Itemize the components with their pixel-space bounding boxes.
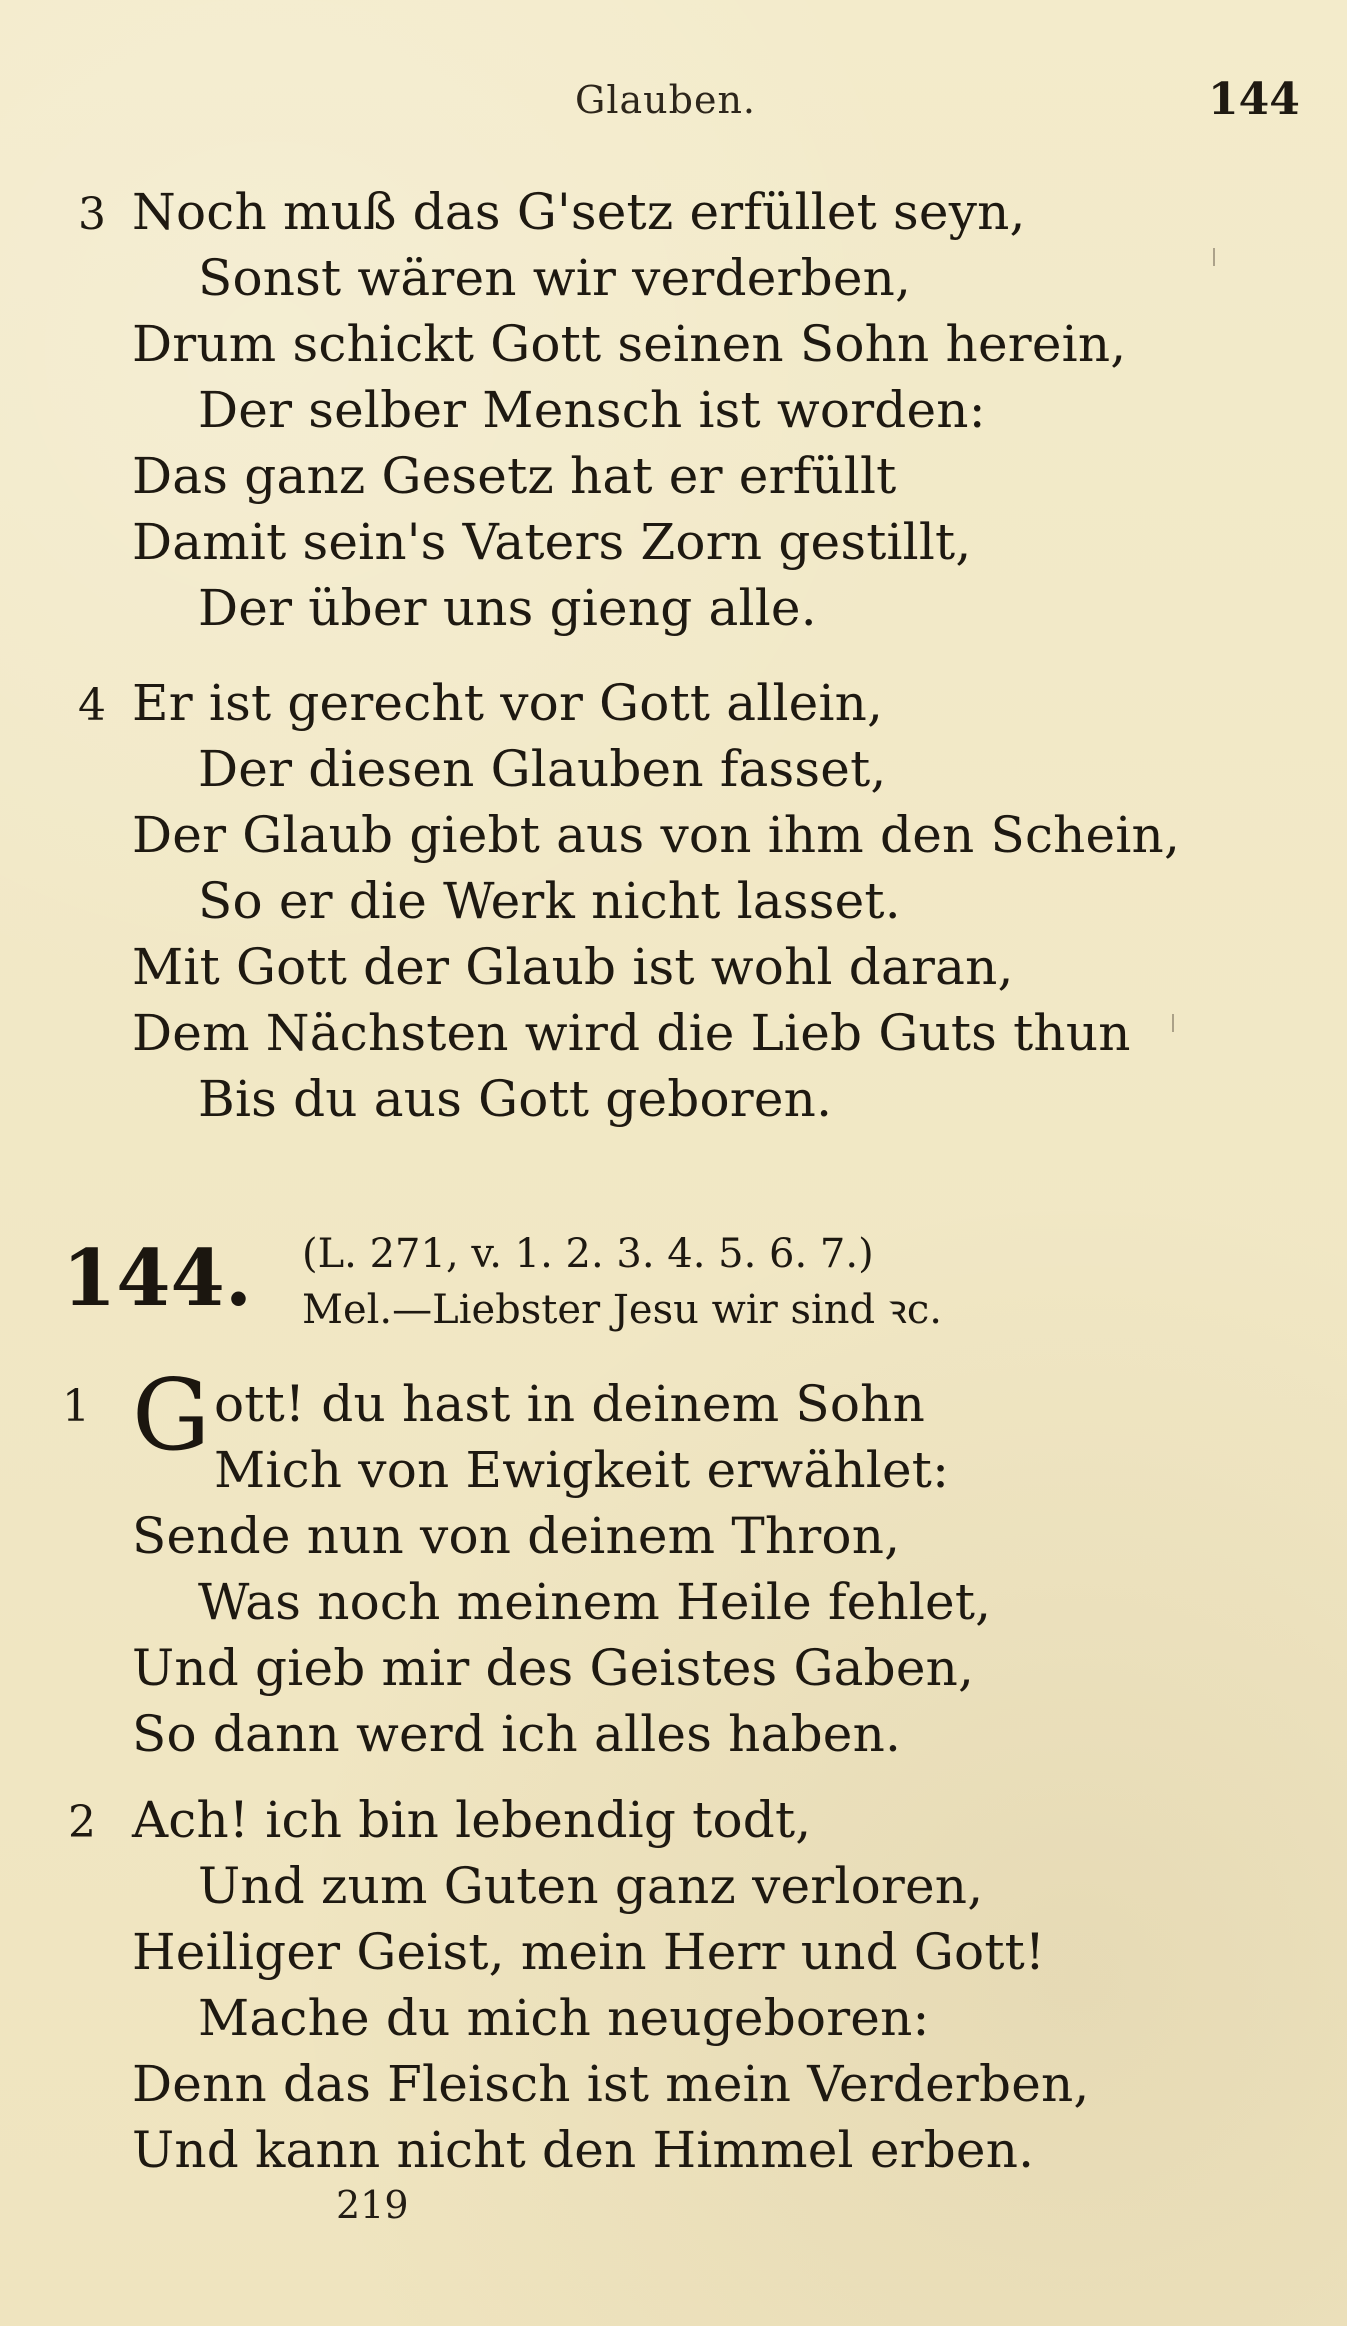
verse-4-line-6: Dem Nächsten wird die Lieb Guts thun bbox=[132, 1004, 1131, 1062]
footer-page-number: 219 bbox=[336, 2183, 409, 2227]
verse-4-line-4: So er die Werk nicht lasset. bbox=[198, 872, 901, 930]
verse-2-line-4: Mache du mich neugeboren: bbox=[198, 1989, 930, 2047]
running-header-page-number: 144 bbox=[1208, 74, 1300, 125]
verse-2-number: 2 bbox=[68, 1797, 96, 1848]
hymn-number: 144. bbox=[62, 1233, 252, 1324]
verse-3-line-7: Der über uns gieng alle. bbox=[198, 579, 817, 637]
verse-1-line-3: Sende nun von deinem Thron, bbox=[132, 1507, 901, 1565]
verse-4-line-7: Bis du aus Gott geboren. bbox=[198, 1070, 833, 1128]
print-speck-mark bbox=[1213, 248, 1215, 266]
print-speck-mark bbox=[1172, 1014, 1174, 1032]
verse-3-line-1: Noch muß das G'setz erfüllet seyn, bbox=[132, 183, 1026, 241]
verse-1-number: 1 bbox=[62, 1381, 90, 1432]
verse-3-line-5: Das ganz Gesetz hat er erfüllt bbox=[132, 447, 897, 505]
hymn-melody: Mel.—Liebster Jesu wir sind ꝛc. bbox=[302, 1287, 942, 1333]
verse-1-line-6: So dann werd ich alles haben. bbox=[132, 1705, 902, 1763]
running-header-title: Glauben. bbox=[575, 78, 757, 122]
verse-4-line-1: Er ist gerecht vor Gott allein, bbox=[132, 674, 884, 732]
verse-3-line-4: Der selber Mensch ist worden: bbox=[198, 381, 986, 439]
verse-1-line-4: Was noch meinem Heile fehlet, bbox=[198, 1573, 992, 1631]
verse-4-line-3: Der Glaub giebt aus von ihm den Schein, bbox=[132, 806, 1181, 864]
dropcap-letter: G bbox=[132, 1359, 211, 1473]
verse-2-line-2: Und zum Guten ganz verloren, bbox=[198, 1857, 984, 1915]
verse-2-line-3: Heiliger Geist, mein Herr und Gott! bbox=[132, 1923, 1046, 1981]
verse-1-line-5: Und gieb mir des Geistes Gaben, bbox=[132, 1639, 975, 1697]
verse-4-line-2: Der diesen Glauben fasset, bbox=[198, 740, 887, 798]
verse-3-line-6: Damit sein's Vaters Zorn gestillt, bbox=[132, 513, 972, 571]
verse-3-line-2: Sonst wären wir verderben, bbox=[198, 249, 912, 307]
verse-4-line-5: Mit Gott der Glaub ist wohl daran, bbox=[132, 938, 1014, 996]
verse-1-line-1: ott! du hast in deinem Sohn bbox=[214, 1375, 925, 1433]
verse-4-number: 4 bbox=[78, 680, 106, 731]
verse-1-line-2: Mich von Ewigkeit erwählet: bbox=[214, 1441, 950, 1499]
hymn-reference: (L. 271, v. 1. 2. 3. 4. 5. 6. 7.) bbox=[302, 1231, 874, 1277]
verse-3-number: 3 bbox=[78, 189, 106, 240]
verse-2-line-6: Und kann nicht den Himmel erben. bbox=[132, 2121, 1035, 2179]
verse-3-line-3: Drum schickt Gott seinen Sohn herein, bbox=[132, 315, 1127, 373]
verse-2-line-5: Denn das Fleisch ist mein Verderben, bbox=[132, 2055, 1090, 2113]
verse-2-line-1: Ach! ich bin lebendig todt, bbox=[132, 1791, 812, 1849]
